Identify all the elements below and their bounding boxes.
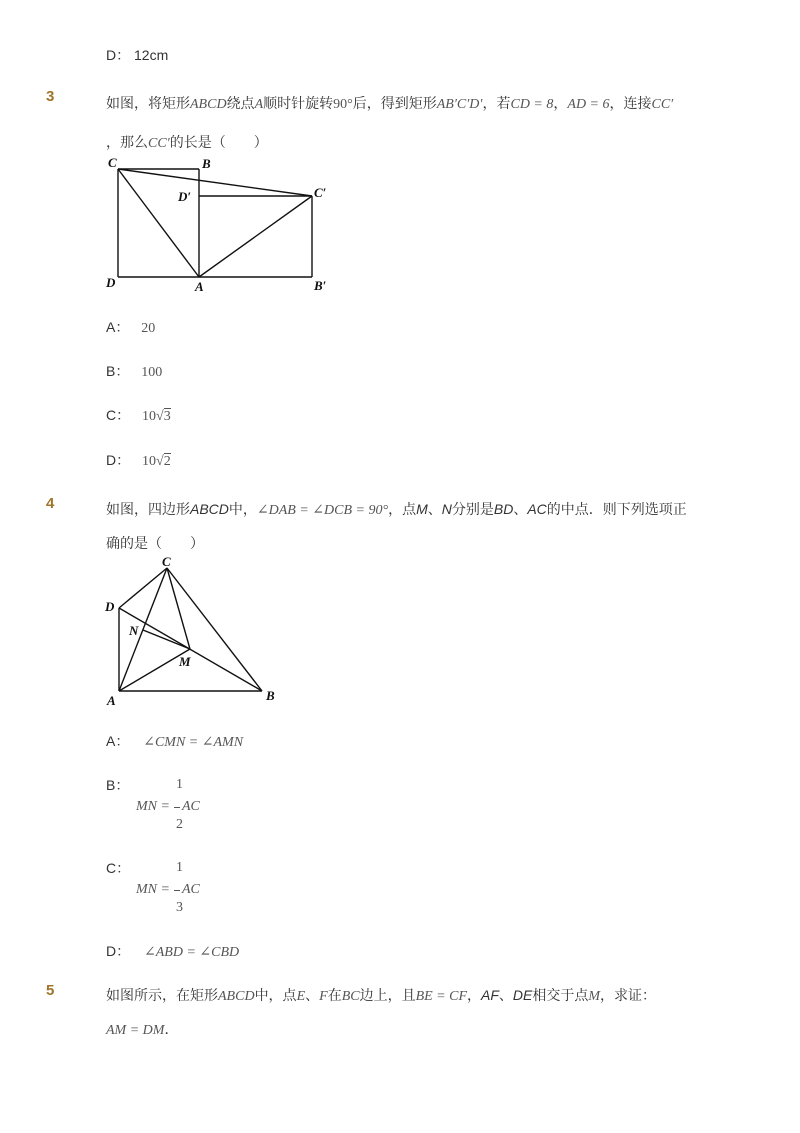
label-C: C [162, 554, 171, 569]
text: 、 [498, 987, 513, 1003]
math: CC′ [651, 97, 674, 112]
option-coefficient: 10 [142, 454, 157, 469]
q4-option-c[interactable] [106, 858, 306, 918]
math: A [254, 97, 264, 112]
text: 相交于点 [532, 987, 589, 1003]
label-D: D [106, 275, 116, 290]
text: ， [553, 95, 568, 111]
label-D: D [105, 599, 115, 614]
text: ，若 [482, 95, 511, 111]
fraction-numerator: 1 [176, 777, 183, 792]
math: BC [341, 989, 360, 1004]
text: ， [467, 987, 482, 1003]
option-label: D： [106, 47, 131, 63]
math: BD [493, 501, 514, 517]
option-rhs: AC [182, 882, 200, 897]
text: 如图，将矩形 [106, 95, 190, 111]
math: E [296, 989, 306, 1004]
math: ABCD [218, 989, 255, 1004]
math: AD = 6 [567, 97, 610, 112]
question-4-text-line2: 确的是（ ） [106, 535, 204, 551]
text: ． [164, 1021, 179, 1037]
label-B-prime: B′ [314, 278, 327, 293]
label-B: B [202, 156, 211, 171]
math: DE [512, 987, 533, 1003]
math: CC′ [148, 136, 170, 151]
math: F [319, 989, 328, 1004]
math: CD = 8 [510, 97, 554, 112]
text: 绕点 [226, 95, 255, 111]
option-expression: ∠ABD = ∠CBD [144, 945, 240, 960]
question-3-text-line2 [106, 132, 268, 154]
option-label: B： [106, 777, 130, 793]
sqrt-sign: √ [156, 409, 164, 424]
fraction-numerator: 1 [176, 860, 183, 875]
math: 90° [333, 97, 353, 112]
math: M [416, 501, 428, 517]
option-label: C： [106, 407, 131, 423]
fraction-bar [174, 807, 180, 808]
prev-option-d [106, 45, 168, 65]
option-label: B： [106, 363, 130, 379]
label-C: C [108, 155, 117, 170]
fraction-denominator: 3 [176, 900, 183, 915]
label-M: M [179, 654, 191, 669]
text: 分别是 [451, 501, 494, 517]
math: ABCD [190, 501, 229, 517]
text: 、 [305, 987, 320, 1003]
math: BE = CF [415, 989, 468, 1004]
math: AF [481, 987, 499, 1003]
text: 的长是（ ） [169, 134, 268, 150]
option-label: C： [106, 860, 131, 876]
label-B: B [266, 688, 275, 703]
q3-option-b[interactable] [106, 361, 162, 383]
option-coefficient: 10 [142, 409, 157, 424]
question-3-figure [100, 155, 340, 295]
option-expression: ∠CMN = ∠AMN [143, 735, 244, 750]
option-label: D： [106, 943, 131, 959]
option-lhs: MN = [136, 799, 170, 814]
text: 的中点．则下列选项正 [546, 501, 687, 517]
q3-option-c[interactable] [106, 405, 171, 427]
math: AC [527, 501, 547, 517]
label-D-prime: D′ [178, 189, 192, 204]
math: AB′C′D′ [436, 97, 483, 112]
text: 、 [513, 501, 528, 517]
text: 中， [228, 501, 257, 517]
question-3-text-line1 [106, 93, 673, 115]
math: AM = DM [106, 1023, 165, 1038]
q4-option-a[interactable] [106, 731, 243, 753]
question-5-text-line2 [106, 1019, 178, 1041]
math: M [588, 989, 601, 1004]
sqrt-sign: √ [156, 454, 164, 469]
question-4-figure [100, 553, 290, 713]
text: 后，得到矩形 [352, 95, 437, 111]
option-label: A： [106, 733, 130, 749]
question-number-5: 5 [46, 982, 55, 999]
text: ，连接 [609, 95, 652, 111]
option-lhs: MN = [136, 882, 170, 897]
question-4-text-line1 [106, 499, 687, 521]
text: 、 [427, 501, 442, 517]
text: 中，点 [254, 987, 297, 1003]
option-value: 100 [141, 365, 163, 380]
math: ∠DAB = ∠DCB = 90° [256, 503, 389, 518]
text: 顺时针旋转 [263, 95, 334, 111]
math: ABCD [190, 97, 227, 112]
text: 如图所示，在矩形 [106, 987, 218, 1003]
fraction-bar [174, 890, 180, 891]
option-label: D： [106, 452, 131, 468]
text: 边上，且 [359, 987, 416, 1003]
text: ，求证： [600, 987, 657, 1003]
q3-option-a[interactable] [106, 317, 155, 339]
q3-option-d[interactable] [106, 450, 171, 472]
label-C-prime: C′ [314, 185, 327, 200]
text: 在 [327, 987, 342, 1003]
text: ，点 [388, 501, 417, 517]
label-A: A [107, 693, 116, 708]
text: 如图，四边形 [106, 501, 190, 517]
text: ，那么 [106, 134, 148, 150]
option-radicand: 2 [163, 454, 171, 469]
label-N: N [129, 623, 139, 638]
math: N [441, 501, 452, 517]
q4-option-d[interactable] [106, 941, 239, 963]
option-label: A： [106, 319, 130, 335]
question-number-4: 4 [46, 495, 55, 512]
option-radicand: 3 [163, 409, 171, 424]
label-A: A [195, 279, 204, 294]
option-value: 12cm [134, 47, 169, 63]
option-value: 20 [141, 321, 156, 336]
question-number-3: 3 [46, 88, 55, 105]
question-5-text-line1 [106, 985, 656, 1007]
q4-option-b[interactable] [106, 775, 306, 835]
option-rhs: AC [182, 799, 200, 814]
fraction-denominator: 2 [176, 817, 183, 832]
